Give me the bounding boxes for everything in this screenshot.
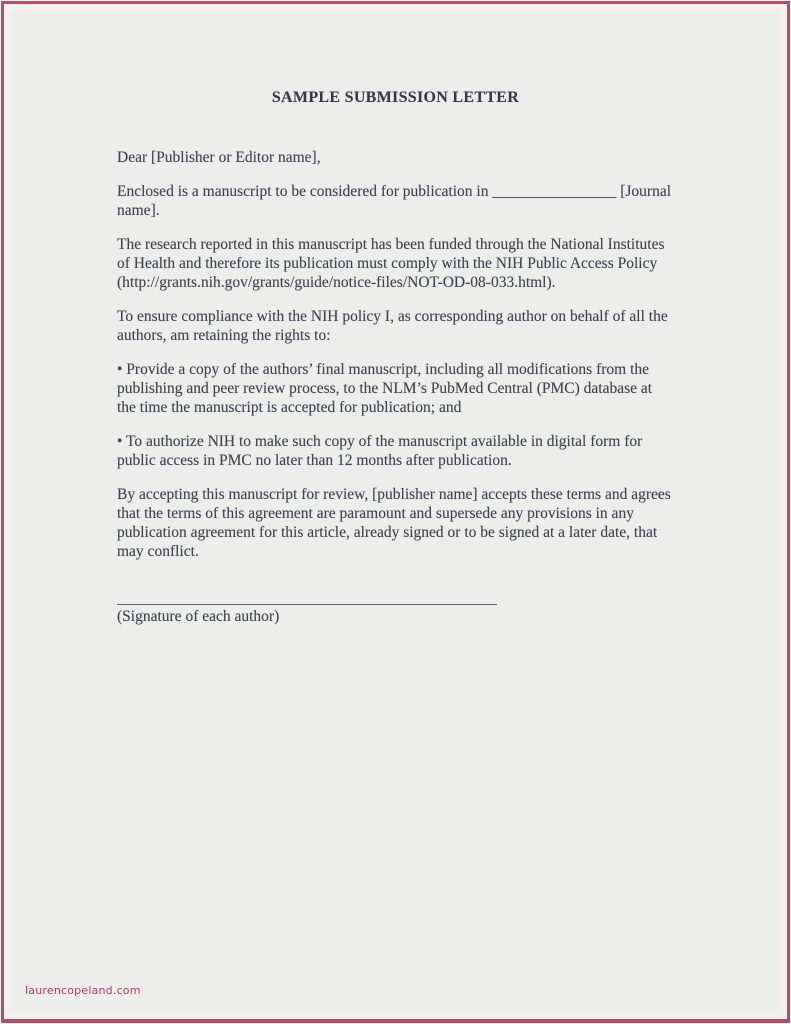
bullet-authorize-nih: • To authorize NIH to make such copy of the manuscript available in digital form for public access in PMC no later than 12 months after publication. (117, 433, 643, 469)
letter-title: SAMPLE SUBMISSION LETTER (271, 89, 520, 106)
paragraph-compliance-intro: To ensure compliance with the NIH policy I, as corresponding author on behalf of all the authors, am retaining the rights to: (117, 308, 668, 344)
signature-line (117, 604, 497, 605)
paragraph-acceptance-terms: By accepting this manuscript for review, [publisher name] accepts these terms and agrees that the terms of this agreement are paramount and supersede any provisions in any publication agreement for this article, already signed or to be signed at a later date, that may conflict. (117, 486, 671, 560)
paragraph-nih-funding-policy: The research reported in this manuscript has been funded through the National Institutes of Health and therefore its publication must comply with the NIH Public Access Policy (http://grants.nih.gov/grants/guide/notice-files/NOT-OD-08-033.html). (117, 236, 665, 291)
letter-body (117, 88, 674, 626)
paragraph-enclosed-manuscript: Enclosed is a manuscript to be considered for publication in ________________ [Journal name]. (117, 183, 672, 219)
bullet-provide-copy: • Provide a copy of the authors’ final manuscript, including all modifications from the publishing and peer review process, to the NLM’s PubMed Central (PMC) database at the time the manuscript is accepted for publication; and (117, 361, 653, 416)
salutation: Dear [Publisher or Editor name], (117, 149, 321, 166)
watermark-site-name: laurencopeland.com (25, 984, 141, 997)
signature-caption: (Signature of each author) (117, 608, 280, 625)
